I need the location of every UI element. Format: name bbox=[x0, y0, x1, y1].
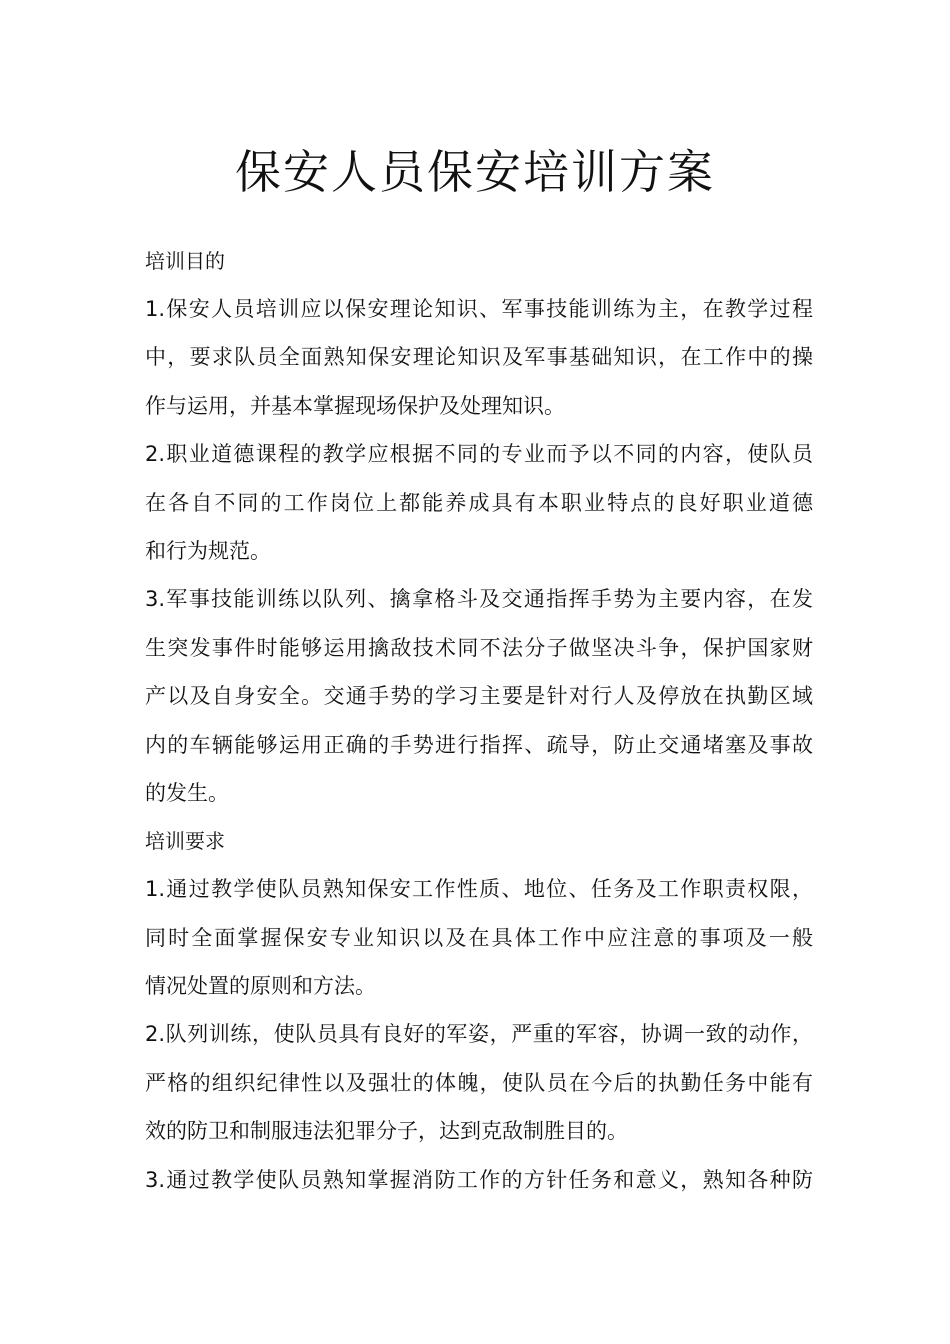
text-line: 1.保安人员培训应以保安理论知识、军事技能训练为主，在教学过程 bbox=[145, 297, 813, 321]
text-line: 2.职业道德课程的教学应根据不同的专业而予以不同的内容，使队员 bbox=[145, 442, 813, 467]
text-line: 同时全面掌握保安专业知识以及在具体工作中应注意的事项及一般 bbox=[145, 925, 813, 950]
text-line: 2.队列训练，使队员具有良好的军姿，严重的军容，协调一致的动作， bbox=[145, 1022, 813, 1047]
paragraph bbox=[145, 430, 813, 575]
text-line: 情况处置的原则和方法。 bbox=[145, 974, 376, 999]
paragraph bbox=[145, 285, 813, 430]
section-heading: 培训要求 bbox=[145, 829, 225, 854]
paragraph bbox=[145, 1010, 813, 1155]
text-line: 严格的组织纪律性以及强壮的体魄，使队员在今后的执勤任务中能有 bbox=[145, 1070, 813, 1095]
paragraph bbox=[145, 575, 813, 817]
document-title: 保安人员保安培训方案 bbox=[235, 145, 715, 199]
text-line: 内的车辆能够运用正确的手势进行指挥、疏导，防止交通堵塞及事故 bbox=[145, 732, 813, 757]
paragraph bbox=[145, 1156, 813, 1204]
text-line: 3.军事技能训练以队列、擒拿格斗及交通指挥手势为主要内容，在发 bbox=[145, 587, 813, 612]
text-line: 中，要求队员全面熟知保安理论知识及军事基础知识，在工作中的操 bbox=[145, 345, 813, 370]
section-heading: 培训目的 bbox=[145, 249, 225, 273]
text-line: 生突发事件时能够运用擒敌技术同不法分子做坚决斗争，保护国家财 bbox=[145, 635, 813, 660]
document-body bbox=[145, 237, 813, 1204]
paragraph bbox=[145, 865, 813, 1010]
text-line: 1.通过教学使队员熟知保安工作性质、地位、任务及工作职责权限， bbox=[145, 877, 813, 902]
text-line: 作与运用，并基本掌握现场保护及处理知识。 bbox=[145, 393, 565, 418]
text-line: 的发生。 bbox=[145, 780, 229, 805]
section-training-purpose bbox=[145, 237, 813, 817]
section-training-requirements bbox=[145, 817, 813, 1204]
text-line: 产以及自身安全。交通手势的学习主要是针对行人及停放在执勤区域 bbox=[145, 684, 813, 709]
text-line: 效的防卫和制服违法犯罪分子，达到克敌制胜目的。 bbox=[145, 1119, 628, 1144]
text-line: 3.通过教学使队员熟知掌握消防工作的方针任务和意义，熟知各种防 bbox=[145, 1167, 813, 1192]
text-line: 在各自不同的工作岗位上都能养成具有本职业特点的良好职业道德 bbox=[145, 490, 813, 515]
text-line: 和行为规范。 bbox=[145, 538, 271, 563]
